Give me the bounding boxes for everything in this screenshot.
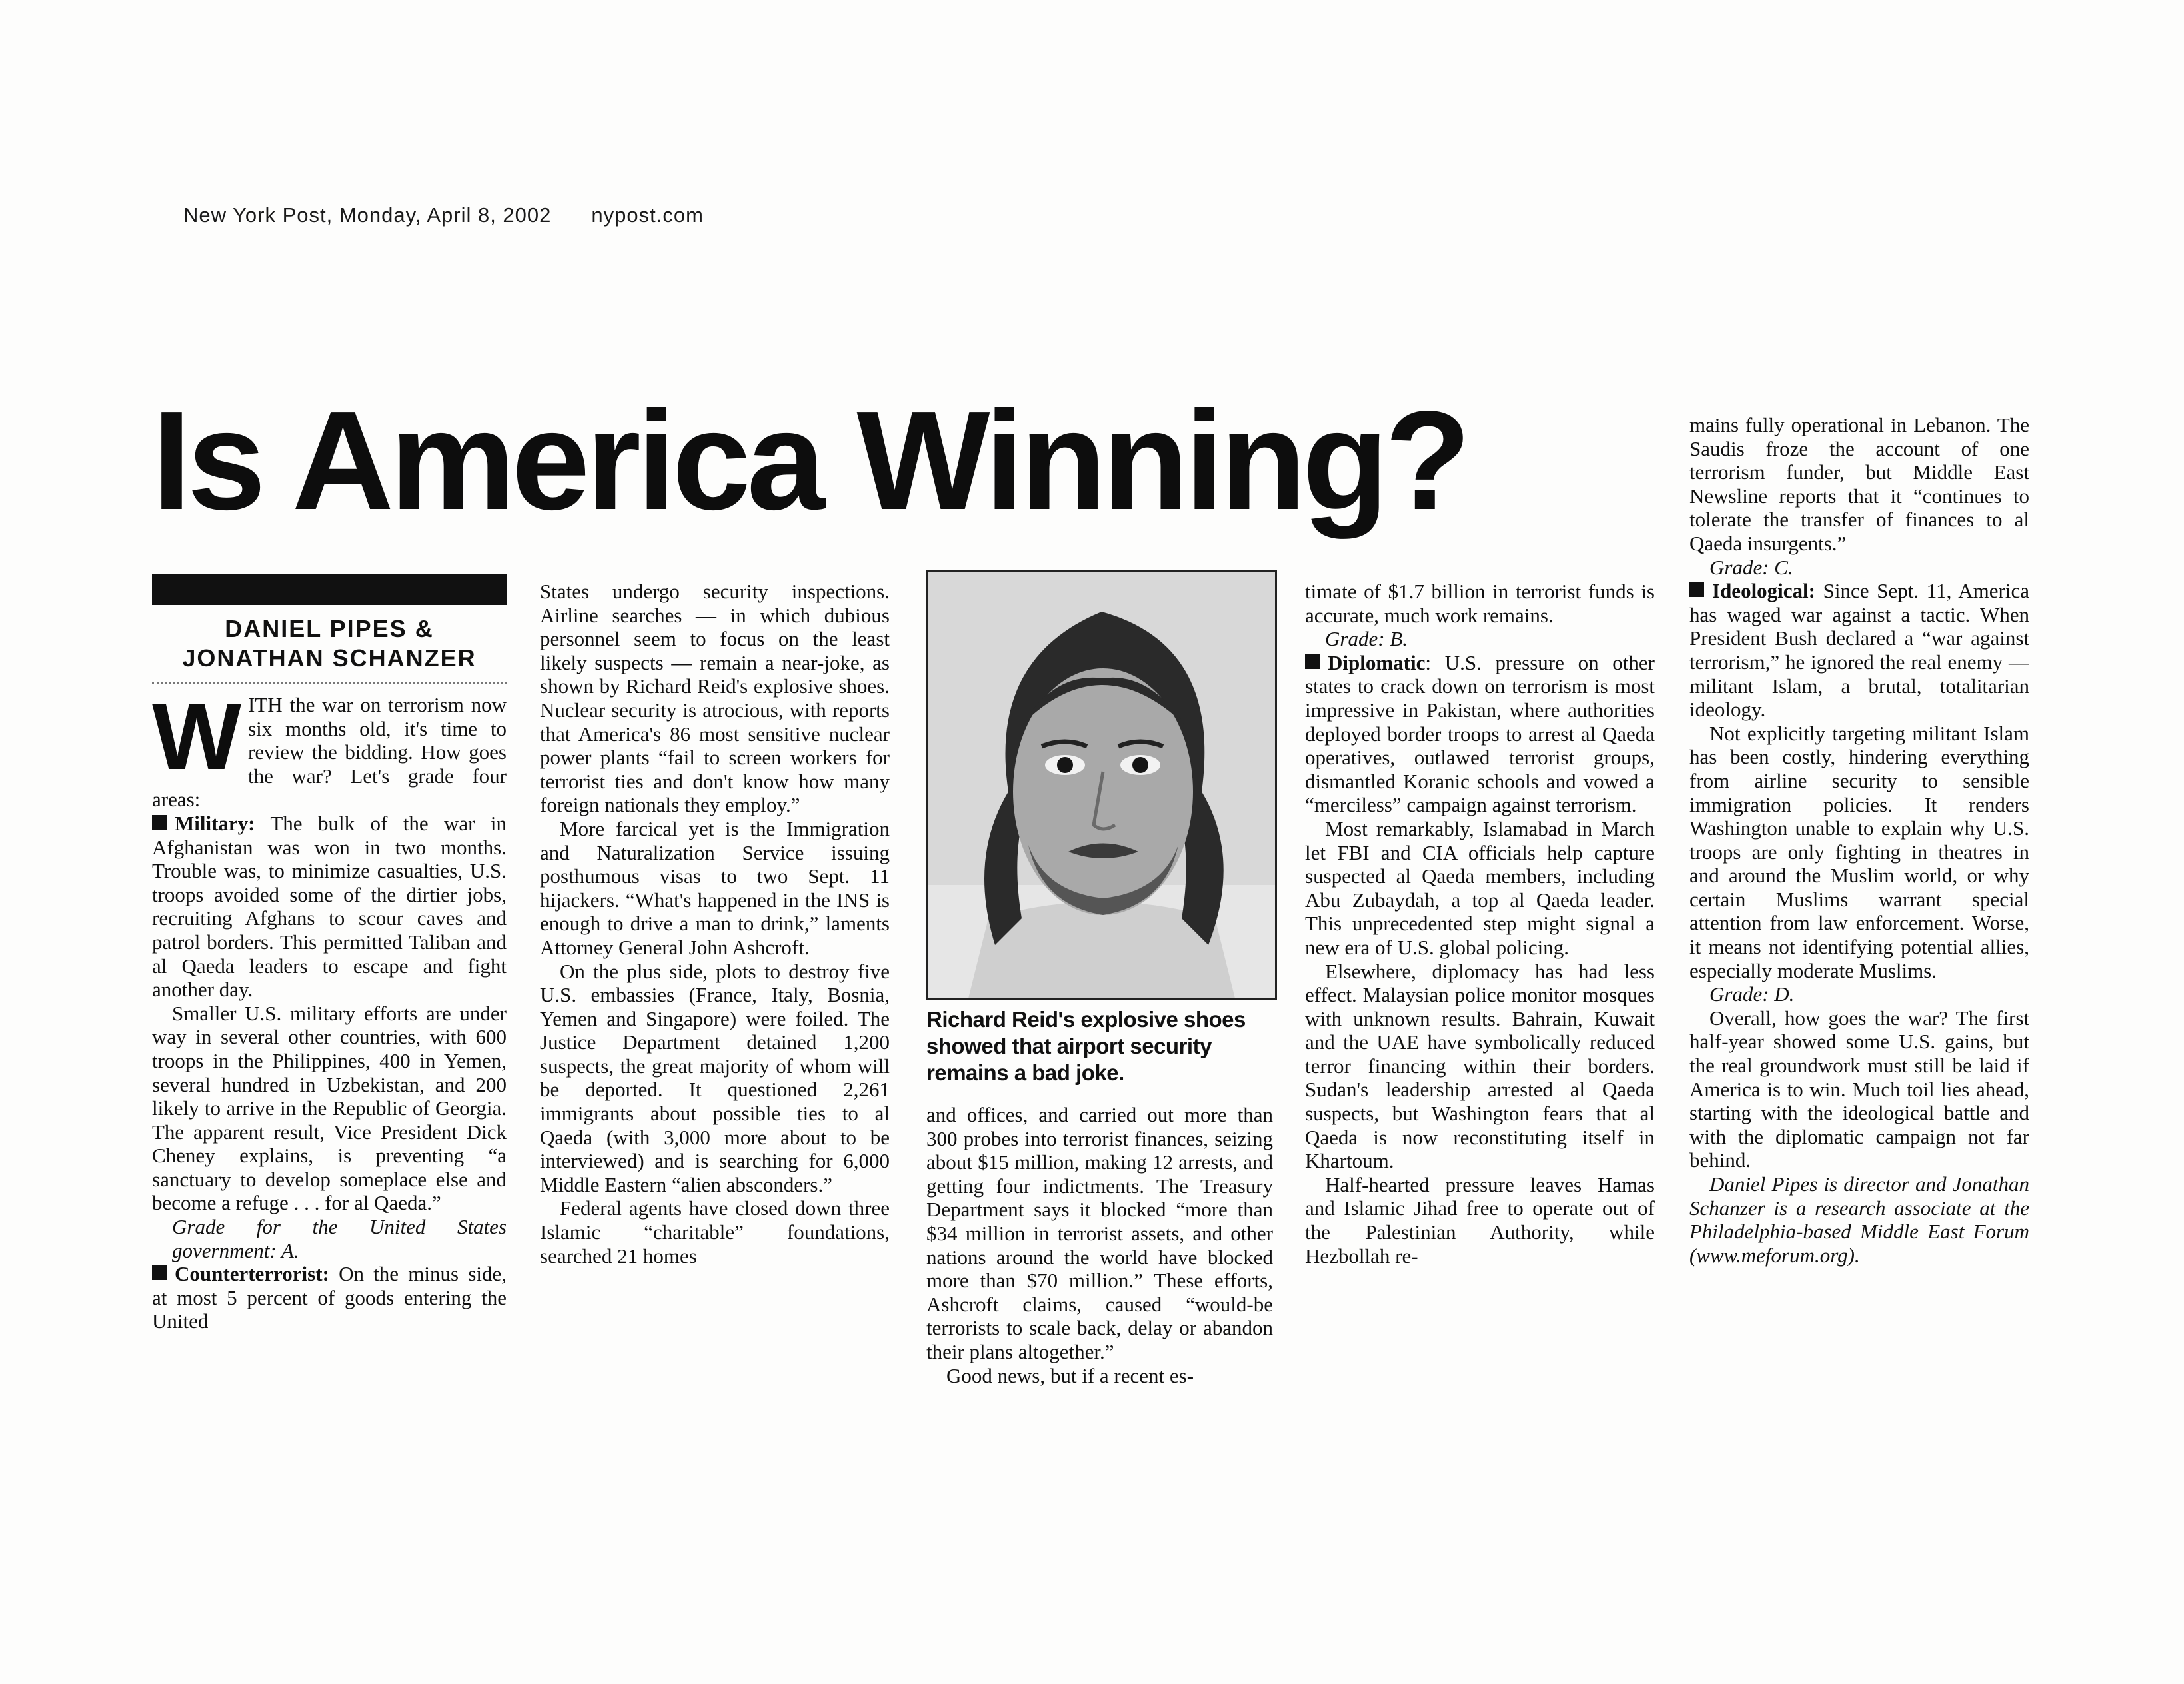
grade-b: Grade: B. [1325,627,1408,651]
byline-bar [152,574,507,605]
ideological-section: Ideological: Since Sept. 11, America has waged war against a tactic. When President Bush declared a “war against terrorism,” he ignored the real enemy — militant Islam, a brutal, totalitarian ideology. [1689,579,2029,722]
paragraph: Overall, how goes the war? The first half-year showed some U.S. gains, but the real groundwork must still be laid if America is to win. Much toil lies ahead, starting with the ideological battle and with the diplomatic campaign not far behind. [1689,1006,2029,1172]
paragraph: Elsewhere, diplomacy has had less effect. Malaysian police monitor mosques with unknown results. Bahrain, Kuwait and the UAE have symbolically reduced terror financing within their borders. Sudan's leadership arrested al Qaeda suspects, but Washington fears that al Qaeda is now reconstituting itself in Khartoum. [1305,959,1655,1173]
military-subhead: Military: [175,811,255,835]
byline [152,614,507,673]
paragraph: Federal agents have closed down three Islamic “charitable” foundations, searched 21 homes [540,1196,890,1267]
photo-caption: Richard Reid's explosive shoes showed that airport security remains a bad joke. [926,1007,1246,1085]
lead-paragraph: WITH the war on terrorism now six months old, it's time to review the bidding. How goes the war? Let's grade four areas: [152,693,507,812]
paragraph: and offices, and carried out more than 300 probes into terrorist finances, seizing about $15 million, making 12 arrests, and getting four indictments. The Treasury Department says it blocked “more than $34 million in terrorist assets, and other nations around the world have blocked more than $70 million.” These efforts, Ashcroft claims, caused “would-be terrorists to scale back, delay or abandon their plans altogether.” [926,1103,1273,1363]
publication-date: New York Post, Monday, April 8, 2002 [183,203,552,227]
counterterrorist-section: Counterterrorist: On the minus side, at most 5 percent of goods entering the United [152,1262,507,1333]
byline-author-1: DANIEL PIPES & [225,615,434,642]
headline: Is America Winning? [152,381,1467,539]
paragraph: Not explicitly targeting militant Islam has been costly, hindering everything from airline security to sensible immigration policies. It renders Washington unable to explain why U.S. troops are only fighting in theatres in and around the Muslim world, or why certain Muslims warrant special attention from law enforcement. Worse, it means not identifying potential allies, especially moderate Muslims. [1689,721,2029,982]
bullet-icon [152,815,167,830]
masthead [183,203,704,227]
counterterrorist-subhead: Counterterrorist: [175,1262,329,1286]
portrait-image [928,572,1275,998]
grade-a: Grade for the United States government: A. [172,1215,507,1262]
grade-d: Grade: D. [1709,982,1795,1006]
paragraph: States undergo security inspections. Airline searches — in which dubious personnel seem to focus on the least likely suspects — remain a near-joke, as shown by Richard Reid's explosive shoes. Nuclear security is atrocious, with reports that America's 86 most sensitive nuclear power plants “fail to screen workers for terrorist ties and don't know how many foreign nationals they employ.” [540,580,890,817]
paragraph: More farcical yet is the Immigration and Naturalization Service issuing posthumous visas to two Sept. 11 hijackers. “What's happened in the INS is enough to drive a man to drink,” laments Attorney General John Ashcroft. [540,816,890,959]
drop-cap: W [152,693,242,790]
military-section: Military: The bulk of the war in Afghanistan was won in two months. Trouble was, to minimize casualties, U.S. troops avoided some of the dirtier jobs, recruiting Afghans to scour caves and patrol borders. This permitted Taliban and al Qaeda leaders to escape and fight another day. [152,811,507,1002]
grade-c: Grade: C. [1709,555,1793,579]
byline-author-2: JONATHAN SCHANZER [182,644,477,672]
paragraph: timate of $1.7 billion in terrorist funds is accurate, much work remains. [1305,580,1655,627]
paragraph: Smaller U.S. military efforts are under way in several other countries, with 600 troops in the Philippines, 400 in Yemen, several hundred in Uzbekistan, and 200 likely to arrive in the Republic of Georgia. The apparent result, Vice President Dick Cheney explains, is preventing “a sanctuary to develop someplace else and become a refuge . . . for al Qaeda.” [152,1001,507,1215]
paragraph: Half-hearted pressure leaves Hamas and Islamic Jihad free to operate out of the Palestinian Authority, while Hezbollah re- [1305,1172,1655,1267]
bullet-icon [152,1265,167,1280]
column-1 [152,693,507,1493]
ideological-subhead: Ideological: [1712,579,1815,603]
column-2 [540,580,890,1493]
diplomatic-section: Diplomatic: U.S. pressure on other states to crack down on terrorism is most impressive in Pakistan, where authorities deployed border troops to arrest al Qaeda operatives, outlawed terrorist groups, dismantled Koranic schools and vowed a “merciless” campaign against terrorism. [1305,650,1655,817]
bullet-icon [1305,654,1320,669]
byline-divider [152,682,507,687]
column-3 [926,1103,1273,1493]
diplomatic-subhead: Diplomatic [1328,650,1426,674]
paragraph: Good news, but if a recent es- [946,1363,1194,1387]
bullet-icon [1689,582,1704,597]
column-4 [1305,580,1655,1493]
paragraph: On the plus side, plots to destroy five U.S. embassies (France, Italy, Bosnia, Yemen and Singapore) were foiled. The Justice Department detained 1,200 suspects, the great majority of whom will be deported. It questioned 2,261 immigrants about possible ties to al Qaeda (with 3,000 more about to be interviewed) and is searching for 6,000 Middle Eastern “alien absconders.” [540,959,890,1196]
paragraph: mains fully operational in Lebanon. The Saudis froze the account of one terrorism funder, but Middle East Newsline reports that it “continues to tolerate the transfer of finances to al Qaeda insurgents.” [1689,413,2029,555]
author-bio: Daniel Pipes is director and Jonathan Schanzer is a research associate at the Philadelphia-based Middle East Forum (www.meforum.org). [1689,1172,2029,1267]
column-5 [1689,413,2029,1493]
publication-url: nypost.com [591,203,704,227]
paragraph: Most remarkably, Islamabad in March let FBI and CIA officials help capture suspected al Qaeda members, including Abu Zubaydah, a top al Qaeda leader. This unprecedented step might signal a new era of U.S. global policing. [1305,816,1655,959]
portrait-photo [926,570,1277,1000]
